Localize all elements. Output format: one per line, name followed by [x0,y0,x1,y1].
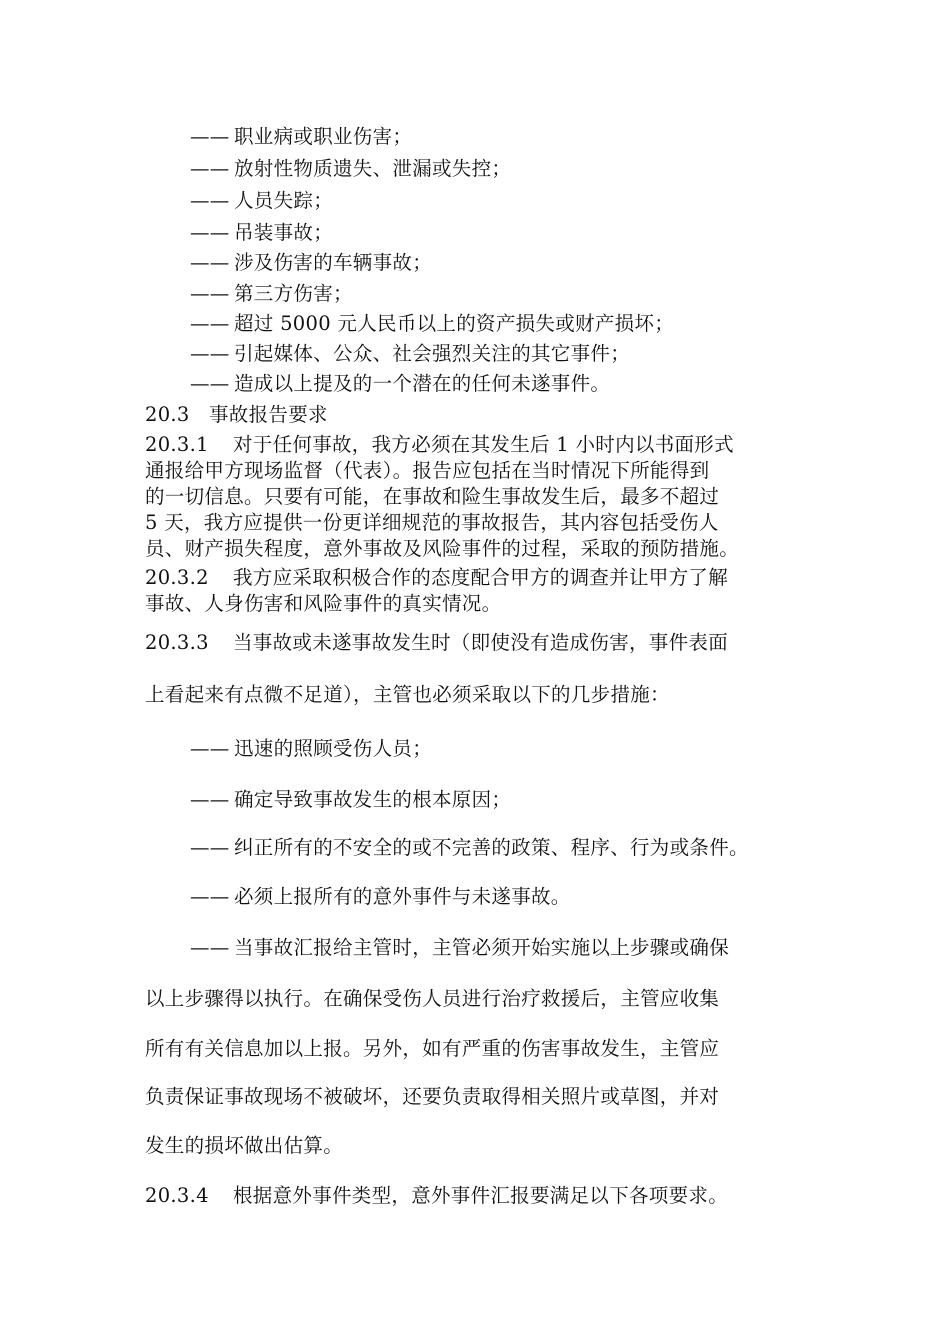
dash-marker: —— [190,157,230,180]
list-item-text: 迅速的照顾受伤人员； [234,737,433,760]
list-item [190,341,630,367]
list-item [190,250,432,276]
dash-marker: —— [190,885,230,908]
paragraph-line: 以上步骤得以执行。在确保受伤人员进行治疗救援后，主管应收集 [145,987,720,1010]
list-item-text: 造成以上提及的一个潜在的任何未遂事件。 [234,372,611,395]
list-item-text: 涉及伤害的车辆事故； [234,251,433,274]
dash-marker: —— [190,282,230,305]
list-item [190,220,333,246]
list-item [190,188,333,214]
dash-marker: —— [190,189,230,212]
dash-marker: —— [190,312,230,335]
dash-marker: —— [190,251,230,274]
section-title: 事故报告要求 [209,403,328,426]
list-item [190,835,749,861]
section-number: 20.3.4 [145,1184,209,1207]
section-number: 20.3 [145,403,190,426]
list-item-text: 吊装事故； [234,221,334,244]
paragraph-line: 上看起来有点微不足道），主管也必须采取以下的几步措施： [145,683,670,706]
list-item-text: 当事故汇报给主管时，主管必须开始实施以上步骤或确保 [234,936,730,959]
list-item-text: 引起媒体、公众、社会强烈关注的其它事件； [234,342,631,365]
section-number: 20.3.2 [145,566,209,589]
paragraph-line: 发生的损坏做出估算。 [145,1134,344,1157]
list-item [190,311,674,337]
section-heading [145,402,328,428]
list-item [190,281,353,307]
list-item-text: 纠正所有的不安全的或不完善的政策、程序、行为或条件。 [234,836,749,859]
paragraph-text: 当事故或未遂事故发生时（即使没有造成伤害，事件表面 [233,631,729,654]
paragraph-line [145,565,728,591]
list-item [190,124,412,150]
list-item-text: 人员失踪； [234,189,334,212]
list-item-text: 必须上报所有的意外事件与未遂事故。 [234,885,571,908]
paragraph-text: 对于任何事故，我方必须在其发生后 1 小时内以书面形式 [233,433,734,456]
paragraph-line: 员、财产损失程度，意外事故及风险事件的过程，采取的预防措施。 [145,537,740,560]
paragraph-line [145,1183,728,1209]
list-item [190,884,571,910]
paragraph-line [145,630,728,656]
list-item [190,935,729,961]
section-number: 20.3.1 [145,433,209,456]
list-item [190,736,432,762]
list-item-text: 超过 5000 元人民币以上的资产损失或财产损坏； [234,312,675,335]
list-item-text: 确定导致事故发生的根本原因； [234,788,512,811]
dash-marker: —— [190,836,230,859]
paragraph-text: 根据意外事件类型，意外事件汇报要满足以下各项要求。 [233,1184,729,1207]
list-item [190,156,511,182]
dash-marker: —— [190,342,230,365]
list-item [190,787,511,813]
paragraph-line: 所有有关信息加以上报。另外，如有严重的伤害事故发生，主管应 [145,1037,720,1060]
section-number: 20.3.3 [145,631,209,654]
dash-marker: —— [190,936,230,959]
dash-marker: —— [190,125,230,148]
paragraph-line: 通报给甲方现场监督（代表）。报告应包括在当时情况下所能得到 [145,459,710,482]
list-item-text: 第三方伤害； [234,282,353,305]
paragraph-line: 事故、人身伤害和风险事件的真实情况。 [145,592,502,615]
dash-marker: —— [190,737,230,760]
list-item [190,371,610,397]
dash-marker: —— [190,221,230,244]
paragraph-line: 5 天，我方应提供一份更详细规范的事故报告，其内容包括受伤人 [145,511,719,534]
paragraph-line [145,432,734,458]
list-item-text: 放射性物质遗失、泄漏或失控； [234,157,512,180]
paragraph-line: 负责保证事故现场不被破坏，还要负责取得相关照片或草图，并对 [145,1085,720,1108]
dash-marker: —— [190,788,230,811]
paragraph-line: 的一切信息。只要有可能，在事故和险生事故发生后，最多不超过 [145,485,720,508]
paragraph-text: 我方应采取积极合作的态度配合甲方的调查并让甲方了解 [233,566,729,589]
list-item-text: 职业病或职业伤害； [234,125,413,148]
dash-marker: —— [190,372,230,395]
